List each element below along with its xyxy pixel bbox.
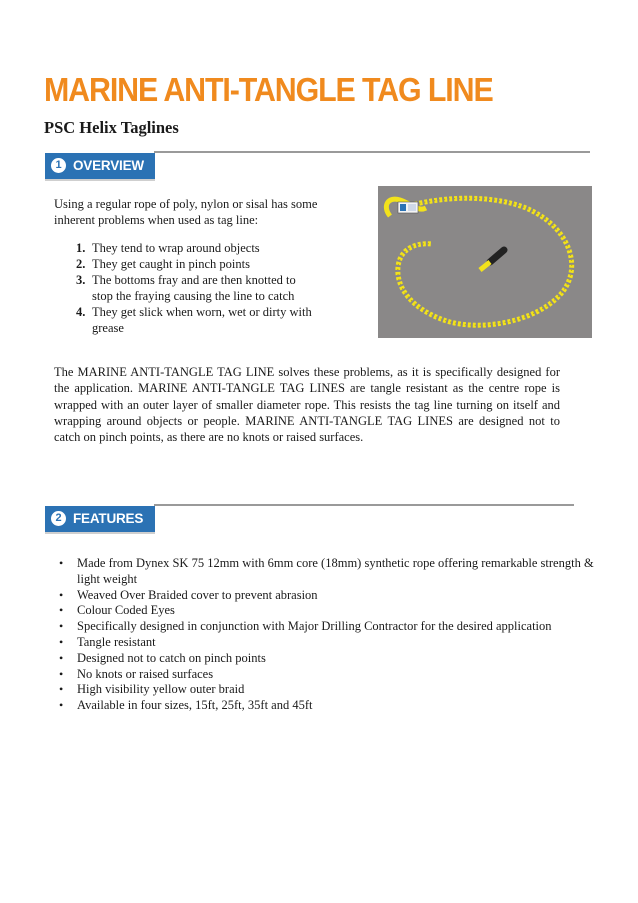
section-rule [154, 151, 590, 153]
section-header-features [45, 506, 155, 534]
overview-intro: Using a regular rope of poly, nylon or sisal has some inherent problems when used as tag line: [54, 197, 318, 227]
list-item: • High visibility yellow outer braid [59, 682, 245, 697]
bullet-icon: • [59, 619, 64, 634]
list-item: • Colour Coded Eyes [59, 603, 175, 618]
list-item: 2. They get caught in pinch points [76, 257, 250, 271]
bullet-icon: • [59, 650, 64, 665]
rope-illustration [378, 186, 592, 338]
problem-list [76, 240, 316, 336]
section-label: FEATURES [73, 511, 144, 526]
list-item: • No knots or raised surfaces [59, 666, 214, 681]
list-item: 4. They get slick when worn, wet or dirty with grease [76, 305, 312, 335]
bullet-icon: • [59, 634, 64, 649]
bullet-icon: • [59, 603, 64, 618]
list-item: • Designed not to catch on pinch points [59, 650, 266, 665]
overview-paragraph: The MARINE ANTI-TANGLE TAG LINE solves these problems, as it is specifically designed for the application. MARINE ANTI-TANGLE TAG LINES are tangle resistant as the centre rope is wrapped with an outer layer of smaller diameter rope. This resists the tag line turning on itself and wrapping around objects or people. MARINE ANTI-TANGLE TAG LINES are designed not to catch on pinch points, as there are no knots or raised surfaces. [54, 365, 560, 445]
list-item: 1. They tend to wrap around objects [76, 241, 260, 255]
bullet-icon: • [59, 587, 64, 602]
bullet-icon: • [59, 666, 64, 681]
section-label: OVERVIEW [73, 158, 144, 173]
list-item: • Available in four sizes, 15ft, 25ft, 35ft and 45ft [59, 698, 313, 713]
list-item: • Weaved Over Braided cover to prevent abrasion [59, 587, 318, 602]
bullet-icon: • [59, 556, 64, 570]
section-number: 1 [51, 158, 66, 173]
list-item: • Made from Dynex SK 75 12mm with 6mm core (18mm) synthetic rope offering remarkable strength & light weight [59, 556, 594, 586]
tag-line-photo [378, 186, 592, 338]
page-title: MARINE ANTI-TANGLE TAG LINE [44, 71, 493, 108]
list-item: • Specifically designed in conjunction with Major Drilling Contractor for the desired application [59, 619, 552, 634]
page-subtitle: PSC Helix Taglines [44, 118, 179, 137]
section-header-overview [45, 153, 155, 181]
bullet-icon: • [59, 682, 64, 697]
bullet-icon: • [59, 698, 64, 713]
section-rule [154, 504, 574, 506]
feature-list [59, 556, 600, 714]
list-item: 3. The bottoms fray and are then knotted to stop the fraying causing the line to catch [76, 273, 296, 303]
list-item: • Tangle resistant [59, 634, 156, 649]
section-number: 2 [51, 511, 66, 526]
